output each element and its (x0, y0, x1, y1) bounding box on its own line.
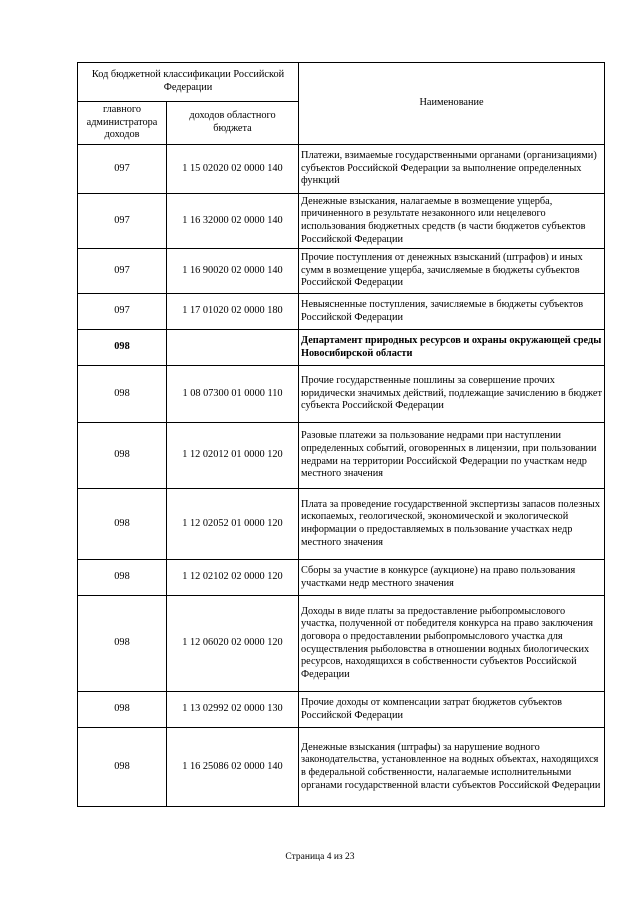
cell-revenue-code: 1 15 02020 02 0000 140 (167, 145, 299, 194)
cell-admin-code: 097 (78, 145, 167, 194)
cell-revenue-code: 1 12 06020 02 0000 120 (167, 596, 299, 692)
table-row (78, 145, 605, 194)
cell-name: Департамент природных ресурсов и охраны окружающей среды Новосибирской области (299, 330, 605, 366)
header-name: Наименование (299, 63, 605, 145)
table-row (78, 489, 605, 560)
table-row (78, 194, 605, 249)
cell-admin-code: 097 (78, 249, 167, 294)
cell-admin-code: 098 (78, 366, 167, 423)
header-budget-classification-code: Код бюджетной классификации Российской Федерации (78, 63, 299, 102)
cell-name: Разовые платежи за пользование недрами при наступлении определенных событий, оговоренных в лицензии, при пользовании недрами на территории Российской Федерации по участкам недр местного значения (299, 423, 605, 489)
table-row (78, 294, 605, 330)
cell-admin-code: 098 (78, 596, 167, 692)
table-row (78, 596, 605, 692)
cell-revenue-code: 1 12 02102 02 0000 120 (167, 560, 299, 596)
budget-classification-table (77, 62, 605, 807)
cell-revenue-code (167, 330, 299, 366)
cell-admin-code: 098 (78, 423, 167, 489)
page-number: Страница 4 из 23 (285, 852, 355, 862)
cell-name: Прочие государственные пошлины за совершение прочих юридически значимых действий, подлежащие зачислению в бюджет субъекта Российской Федерации (299, 366, 605, 423)
table-row (78, 560, 605, 596)
table-row (78, 330, 605, 366)
cell-name: Плата за проведение государственной экспертизы запасов полезных ископаемых, геологической, экономической и экологической информации о предоставляемых в пользование участках недр местного значения (299, 489, 605, 560)
cell-name: Платежи, взимаемые государственными органами (организациями) субъектов Российской Федерации за выполнение определенных функций (299, 145, 605, 194)
cell-name: Невыясненные поступления, зачисляемые в бюджеты субъектов Российской Федерации (299, 294, 605, 330)
table-row (78, 249, 605, 294)
table-row (78, 423, 605, 489)
table-row (78, 728, 605, 807)
cell-admin-code: 097 (78, 294, 167, 330)
header-regional-budget-revenue: доходов областного бюджета (167, 102, 299, 145)
cell-admin-code: 098 (78, 489, 167, 560)
cell-name: Сборы за участие в конкурсе (аукционе) на право пользования участками недр местного значения (299, 560, 605, 596)
cell-revenue-code: 1 16 32000 02 0000 140 (167, 194, 299, 249)
table-body (78, 145, 605, 807)
cell-admin-code: 097 (78, 194, 167, 249)
cell-admin-code: 098 (78, 692, 167, 728)
cell-admin-code: 098 (78, 330, 167, 366)
cell-name: Денежные взыскания, налагаемые в возмещение ущерба, причиненного в результате незаконного или нецелевого использования бюджетных средств (в части бюджетов субъектов Российской Федерации (299, 194, 605, 249)
cell-admin-code: 098 (78, 560, 167, 596)
cell-name: Доходы в виде платы за предоставление рыбопромыслового участка, полученной от победителя конкурса на право заключения договора о предоставлении рыбопромыслового участка для осуществления рыболовства в отношении водных биологических ресурсов, находящихся в собственности субъектов Российской Федерации (299, 596, 605, 692)
cell-revenue-code: 1 12 02012 01 0000 120 (167, 423, 299, 489)
cell-revenue-code: 1 08 07300 01 0000 110 (167, 366, 299, 423)
cell-name: Прочие поступления от денежных взысканий (штрафов) и иных сумм в возмещение ущерба, зачисляемые в бюджеты субъектов Российской Федерации (299, 249, 605, 294)
cell-revenue-code: 1 16 90020 02 0000 140 (167, 249, 299, 294)
cell-name: Денежные взыскания (штрафы) за нарушение водного законодательства, установленное на водных объектах, находящихся в федеральной собственности, налагаемые исполнительными органами государственной власти субъектов Российской Федерации (299, 728, 605, 807)
cell-admin-code: 098 (78, 728, 167, 807)
cell-revenue-code: 1 17 01020 02 0000 180 (167, 294, 299, 330)
cell-revenue-code: 1 16 25086 02 0000 140 (167, 728, 299, 807)
table-row (78, 366, 605, 423)
cell-name: Прочие доходы от компенсации затрат бюджетов субъектов Российской Федерации (299, 692, 605, 728)
cell-revenue-code: 1 13 02992 02 0000 130 (167, 692, 299, 728)
header-main-administrator: главного администратора доходов (78, 102, 167, 145)
cell-revenue-code: 1 12 02052 01 0000 120 (167, 489, 299, 560)
table-row (78, 692, 605, 728)
